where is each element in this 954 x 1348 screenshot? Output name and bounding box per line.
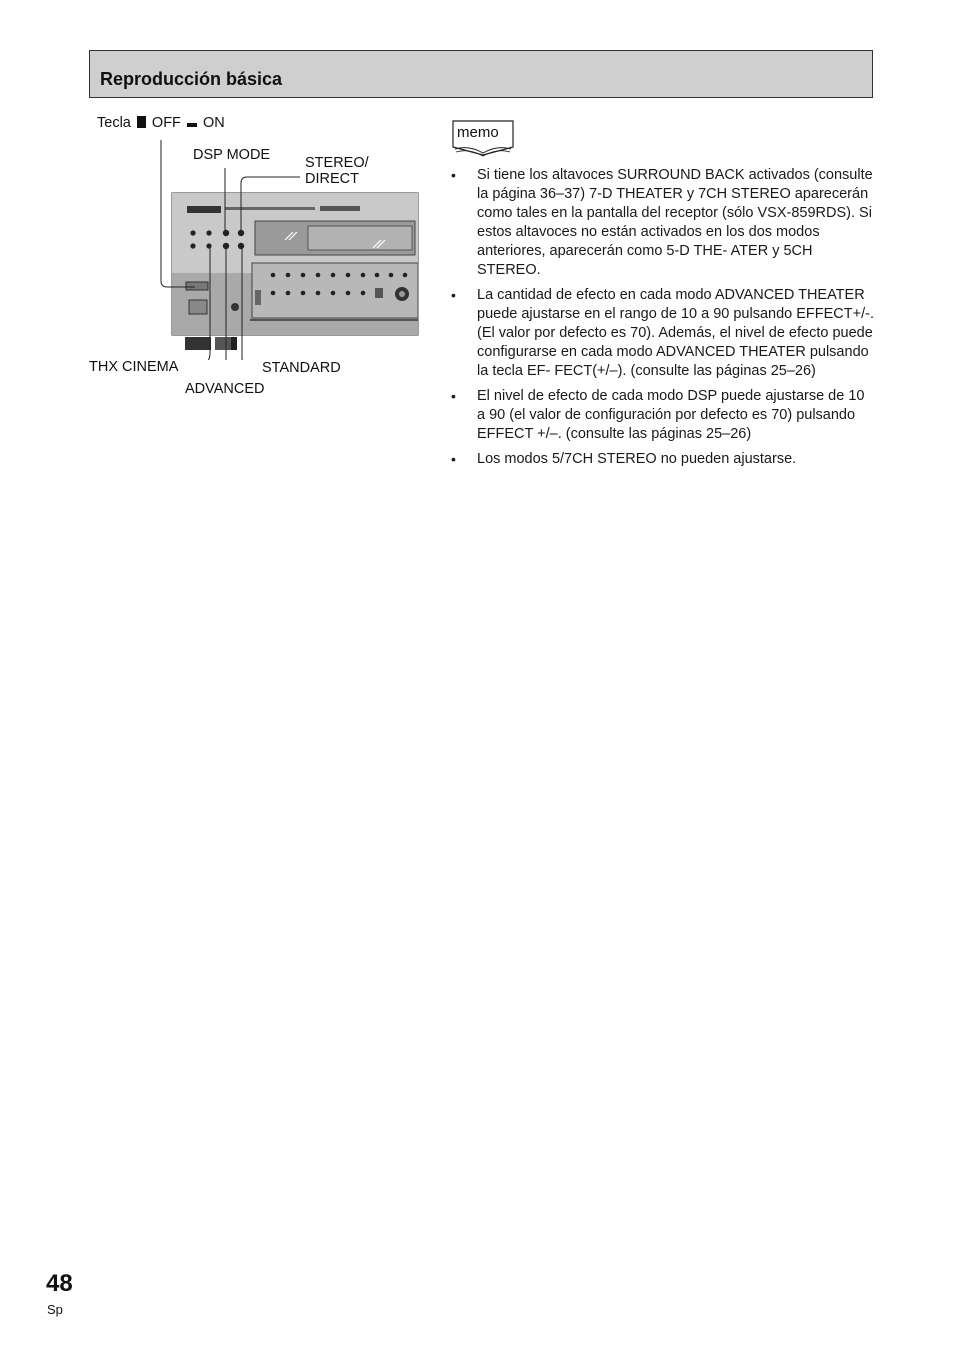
list-item: • La cantidad de efecto en cada modo ADVANCED THEATER puede ajustarse en el rango de 10 a 90 pulsando EFFECT+/-. (El valor por defecto es 70). Además, el nivel de efecto puede configurarse en cada modo ADVANCED THEATER pulsando la tecla EF- FECT(+/–). (consulte las páginas 25–26) xyxy=(451,287,874,379)
section-header xyxy=(89,50,873,98)
button-off-icon xyxy=(137,116,146,128)
tecla-label: Tecla OFF ON xyxy=(97,115,225,131)
thx-cinema-label: THX CINEMA xyxy=(89,359,179,375)
standard-label: STANDARD xyxy=(262,360,341,376)
button-on-icon xyxy=(187,123,197,127)
memo-notes-list xyxy=(451,166,876,475)
list-item: • Si tiene los altavoces SURROUND BACK activados (consulte la página 36–37) 7-D THEATER y 7CH STEREO aparecerán como tales en la pantalla del receptor (sólo VSX-859RDS). Si estos altavoces no están activados en los dos modos anteriores, aparecerán como 5-D THE- ATER y 5CH STEREO. xyxy=(451,167,873,278)
memo-label: memo xyxy=(457,124,499,141)
section-title: Reproducción básica xyxy=(100,69,283,89)
list-item: • Los modos 5/7CH STEREO no pueden ajustarse. xyxy=(451,451,797,467)
page-number: 48 xyxy=(46,1270,73,1297)
list-item: • El nivel de efecto de cada modo DSP puede ajustarse de 10 a 90 (el valor de configuración por defecto es 70) pulsando EFFECT +/–. (consulte las páginas 25–26) xyxy=(451,388,865,442)
receiver-front-panel-illustration xyxy=(155,135,420,360)
stereo-direct-label-line1: STEREO/ xyxy=(305,155,369,171)
stereo-direct-label-line2: DIRECT xyxy=(305,171,359,187)
advanced-label: ADVANCED xyxy=(185,381,265,397)
dsp-mode-label: DSP MODE xyxy=(193,147,271,163)
language-code: Sp xyxy=(47,1302,63,1317)
memo-badge xyxy=(451,119,515,157)
